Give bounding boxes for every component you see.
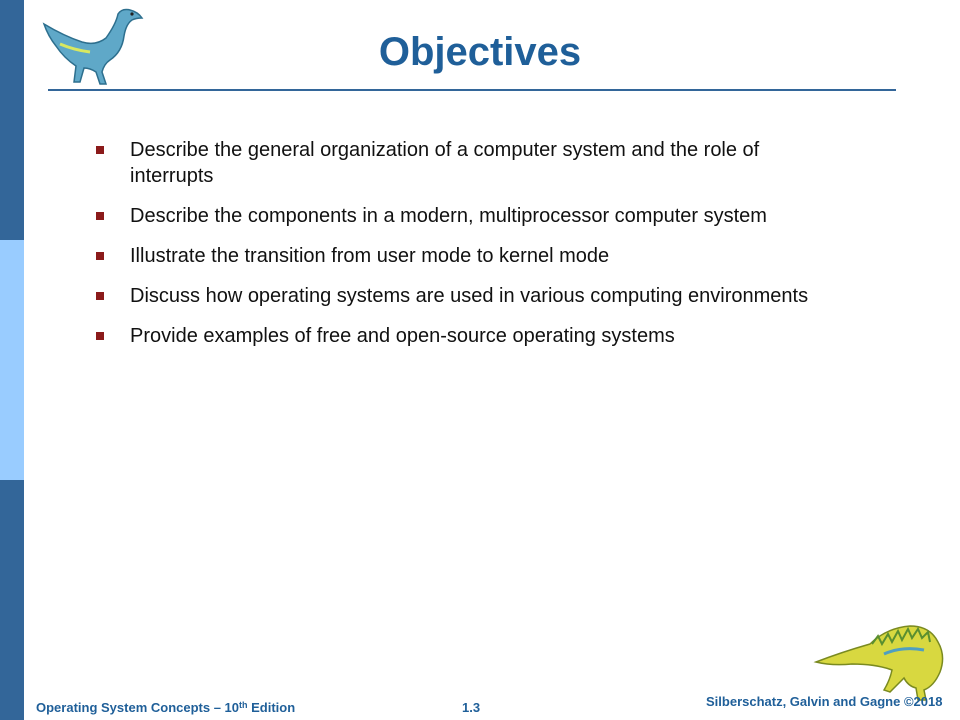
square-bullet-icon	[96, 146, 104, 154]
sidebar-bottom-segment	[0, 480, 24, 720]
footer-copyright: Silberschatz, Galvin and Gagne ©2018	[706, 694, 943, 709]
square-bullet-icon	[96, 212, 104, 220]
footer-page-number: 1.3	[462, 700, 481, 715]
bullet-text: Illustrate the transition from user mode to kernel mode	[130, 245, 610, 267]
title-divider	[48, 89, 896, 91]
bullet-text: Describe the general organization of a computer system and the role of interrupts	[130, 139, 760, 187]
footer-book-sup: th	[239, 700, 248, 710]
slide-title: Objectives	[378, 30, 582, 74]
list-item	[92, 203, 822, 229]
footer-book-title	[36, 700, 295, 715]
list-item	[92, 323, 822, 349]
square-bullet-icon	[96, 252, 104, 260]
bullet-text: Discuss how operating systems are used in various computing environments	[130, 285, 809, 307]
left-sidebar-bar	[0, 0, 24, 720]
list-item	[92, 243, 822, 269]
sidebar-middle-segment	[0, 240, 24, 480]
bullet-text: Describe the components in a modern, multiprocessor computer system	[130, 205, 767, 227]
dinosaur-icon	[812, 616, 952, 702]
square-bullet-icon	[96, 332, 104, 340]
list-item	[92, 283, 822, 309]
objectives-list	[92, 137, 822, 363]
list-item	[92, 137, 822, 189]
bullet-text: Provide examples of free and open-source operating systems	[130, 325, 675, 347]
footer-book-suffix: Edition	[247, 700, 296, 715]
square-bullet-icon	[96, 292, 104, 300]
footer-book-prefix: Operating System Concepts – 10	[36, 700, 240, 715]
